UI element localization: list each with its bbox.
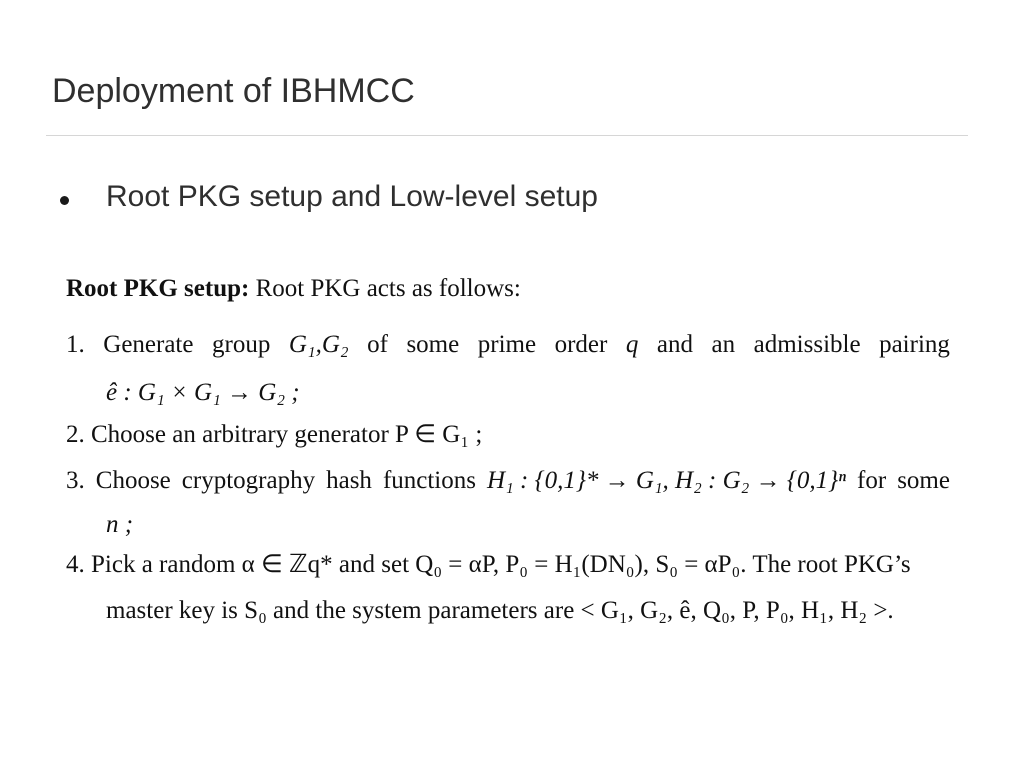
step-1 bbox=[66, 330, 950, 360]
excerpt-heading-bold: Root PKG setup: bbox=[66, 275, 250, 302]
slide-title: Deployment of IBHMCC bbox=[52, 72, 415, 110]
step-1-word: pairing bbox=[879, 331, 950, 358]
bullet-dot-icon bbox=[60, 196, 69, 205]
step-2: 2. Choose an arbitrary generator P ∈ G₁ ; bbox=[66, 421, 483, 448]
step-3-word: 3. bbox=[66, 467, 85, 494]
step-4: 4. Pick a random α ∈ ℤq* and set Q₀ = αP, P₀ = H₁(DN₀), S₀ = αP₀. The root PKG’s bbox=[66, 551, 911, 578]
step-1-word: prime bbox=[477, 331, 537, 358]
step-1-formula: q bbox=[625, 331, 639, 358]
step-1-word: of bbox=[367, 331, 388, 358]
step-1-word: order bbox=[554, 331, 608, 358]
step-1-word: an bbox=[711, 331, 736, 358]
excerpt-heading-rest: Root PKG acts as follows: bbox=[249, 275, 521, 302]
step-1-word: 1. bbox=[66, 331, 85, 358]
step-3-word: some bbox=[897, 467, 950, 494]
title-divider bbox=[46, 135, 968, 136]
step-3-formula: H₁ : {0,1}* → G₁, H₂ : G₂ → {0,1}ⁿ bbox=[487, 467, 846, 494]
step-3-word: for bbox=[857, 467, 887, 494]
step-3-word: cryptography bbox=[181, 467, 316, 494]
step-1-word: Generate bbox=[103, 331, 194, 358]
step-1-word: some bbox=[406, 331, 460, 358]
step-1-word: and bbox=[656, 331, 693, 358]
step-3-continuation: n ; bbox=[106, 511, 134, 538]
step-1-continuation: ê : G₁ × G₁ → G₂ ; bbox=[106, 379, 300, 406]
step-3 bbox=[66, 466, 950, 496]
step-1-word: admissible bbox=[753, 331, 861, 358]
step-4-continuation: master key is S₀ and the system parameters are < G₁, G₂, ê, Q₀, P, P₀, H₁, H₂ >. bbox=[106, 597, 894, 624]
step-1-word: group bbox=[212, 331, 271, 358]
step-3-word: Choose bbox=[95, 467, 171, 494]
excerpt-heading bbox=[66, 274, 521, 304]
step-3-word: hash bbox=[326, 467, 372, 494]
step-1-formula: G₁,G₂ bbox=[288, 331, 349, 358]
step-3-word: functions bbox=[382, 467, 476, 494]
bullet-text: Root PKG setup and Low-level setup bbox=[106, 180, 598, 213]
